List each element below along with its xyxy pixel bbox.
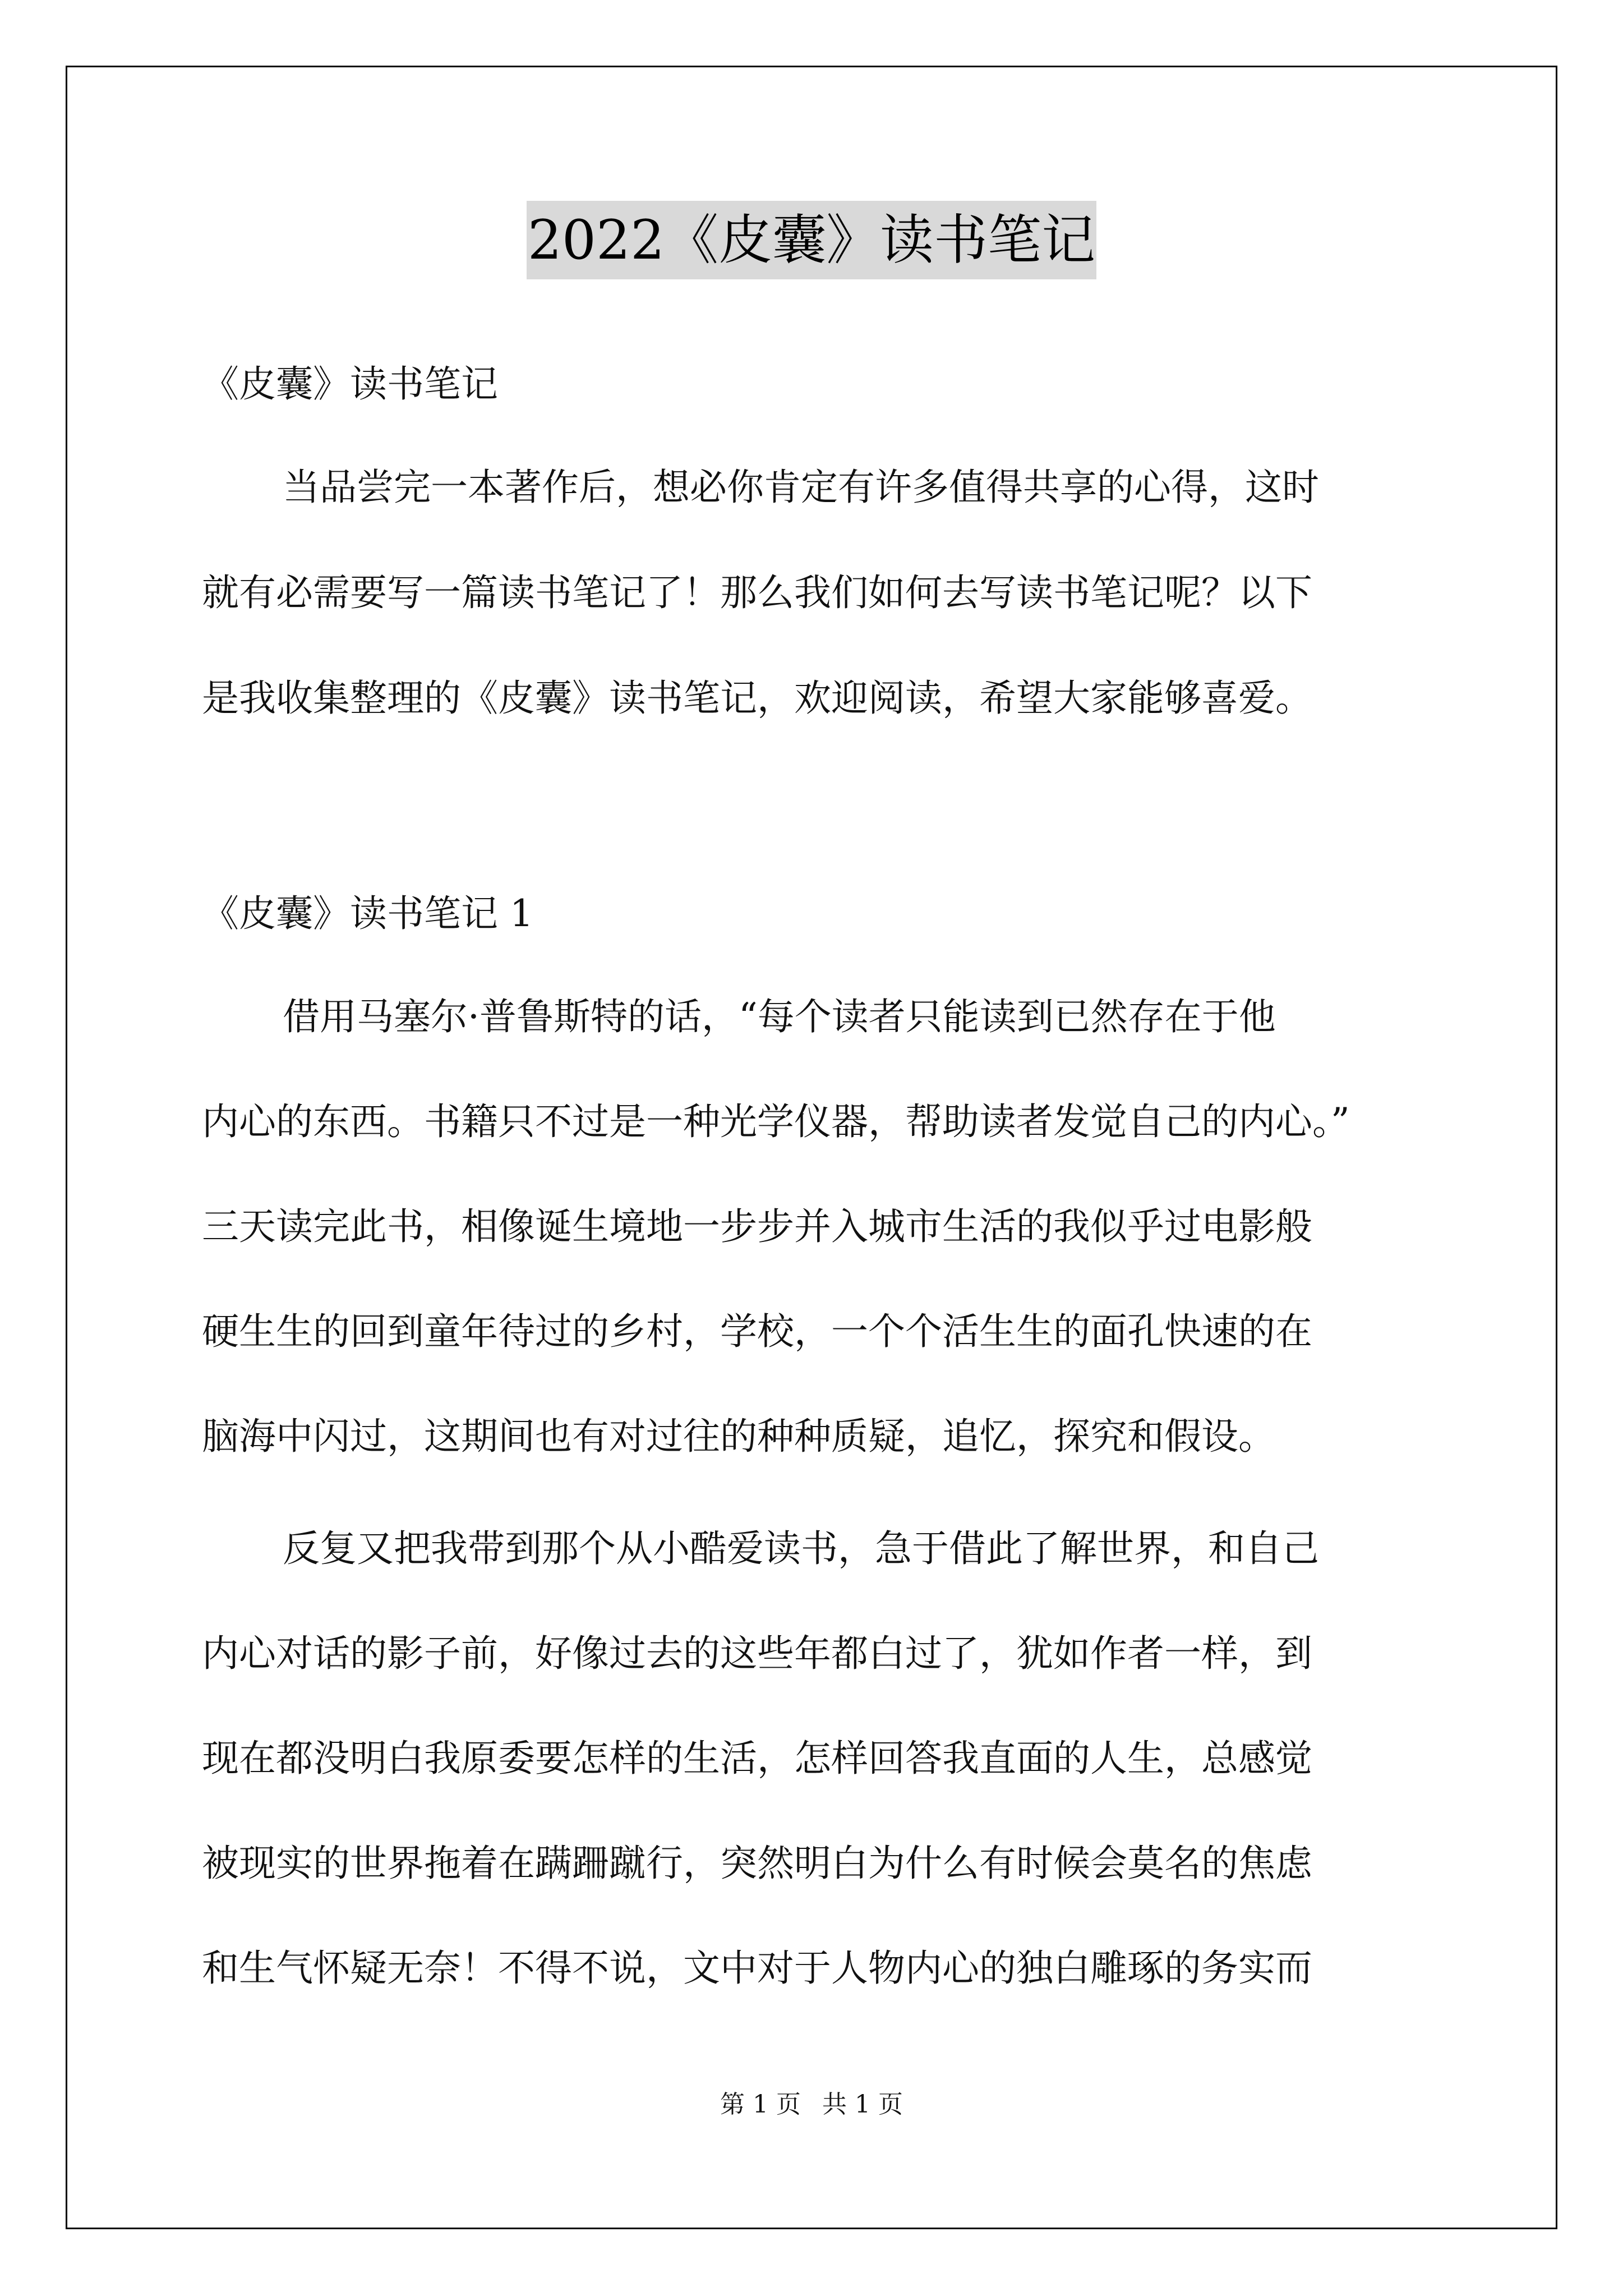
intro-line: 当品尝完一本著作后，想必你肯定有许多值得共享的心得，这时 [283, 466, 1319, 509]
body-line: 反复又把我带到那个从小酷爱读书，急于借此了解世界，和自己 [283, 1527, 1319, 1570]
body-line: 被现实的世界拖着在蹒跚蹴行，突然明白为什么有时候会莫名的焦虑 [202, 1842, 1312, 1885]
body-line: 现在都没明白我原委要怎样的生活，怎样回答我直面的人生，总感觉 [202, 1737, 1312, 1780]
body-line: 和生气怀疑无奈！不得不说，文中对于人物内心的独白雕琢的务实而 [202, 1947, 1312, 1990]
body-line: 内心对话的影子前，好像过去的这些年都白过了，犹如作者一样，到 [202, 1632, 1312, 1675]
intro-line: 就有必需要写一篇读书笔记了！那么我们如何去写读书笔记呢？以下 [202, 571, 1312, 614]
document-subtitle: 《皮囊》读书笔记 [202, 362, 498, 406]
body-line: 内心的东西。书籍只不过是一种光学仪器，帮助读者发觉自己的内心。” [202, 1100, 1350, 1143]
document-title: 2022《皮囊》读书笔记 [527, 201, 1096, 279]
intro-line: 是我收集整理的《皮囊》读书笔记，欢迎阅读，希望大家能够喜爱。 [202, 677, 1312, 720]
body-line: 三天读完此书，相像诞生境地一步步并入城市生活的我似乎过电影般 [202, 1205, 1312, 1248]
title-container [0, 201, 1623, 279]
body-line: 借用马塞尔·普鲁斯特的话，“每个读者只能读到已然存在于他 [283, 995, 1276, 1038]
section-heading: 《皮囊》读书笔记 1 [202, 892, 533, 935]
body-line: 脑海中闪过，这期间也有对过往的种种质疑，追忆，探究和假设。 [202, 1415, 1275, 1458]
page-footer [0, 2088, 1623, 2122]
page-number: 第 1 页 [720, 2090, 801, 2119]
body-line: 硬生生的回到童年待过的乡村，学校，一个个活生生的面孔快速的在 [202, 1310, 1312, 1353]
page-total: 共 1 页 [822, 2090, 903, 2119]
